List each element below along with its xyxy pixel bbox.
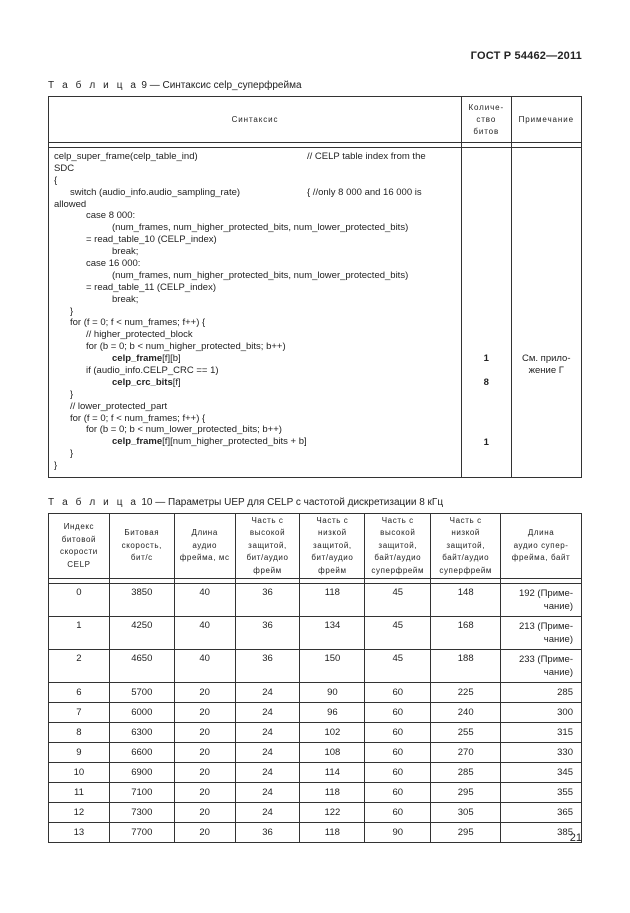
table-cell: 4250: [109, 617, 174, 650]
code-text: break;: [112, 246, 139, 258]
table-cell: 5700: [109, 683, 174, 703]
code-line: [54, 448, 461, 460]
uep-parameters-table: [48, 513, 582, 843]
table-cell: 20: [174, 823, 235, 843]
table-cell: 225: [431, 683, 501, 703]
code-line: [54, 151, 461, 163]
code-text: = read_table_10 (CELP_index): [86, 234, 217, 246]
table-cell: 6: [49, 683, 110, 703]
table-10-caption: [48, 497, 443, 508]
table-cell: 192 (Приме- чание): [501, 584, 582, 617]
table-cell: 60: [365, 703, 431, 723]
table-cell: 96: [300, 703, 365, 723]
table-9-caption: [48, 80, 302, 91]
code-line: [54, 317, 461, 329]
table-row: [49, 703, 582, 723]
table-cell: 102: [300, 723, 365, 743]
caption-prefix: Т а б л и ц а: [48, 497, 139, 508]
table-cell: 255: [431, 723, 501, 743]
table-cell: 355: [501, 783, 582, 803]
table-cell: 24: [235, 723, 300, 743]
column-header: Часть с низкой защитой, бит/аудио фрейм: [300, 514, 365, 579]
code-text: for (f = 0; f < num_frames; f++) {: [70, 412, 206, 424]
code-line: [54, 282, 461, 294]
table-cell: 8: [49, 723, 110, 743]
bit-count-value: 1: [483, 436, 489, 448]
code-line: [54, 401, 461, 413]
code-text: [f][b]: [162, 353, 181, 365]
table-cell: 20: [174, 783, 235, 803]
table-cell: 365: [501, 803, 582, 823]
table-cell: 60: [365, 763, 431, 783]
header-note: Примечание: [511, 97, 581, 143]
table-row: [49, 650, 582, 683]
table-cell: 295: [431, 783, 501, 803]
table-cell: 24: [235, 703, 300, 723]
table-cell: 0: [49, 584, 110, 617]
table-cell: 122: [300, 803, 365, 823]
table-cell: 134: [300, 617, 365, 650]
column-header: Индекс битовой скорости CELP: [49, 514, 110, 579]
table-cell: 36: [235, 650, 300, 683]
table-cell: 12: [49, 803, 110, 823]
code-text: }: [54, 460, 58, 472]
code-line: [54, 413, 461, 425]
code-text: }: [70, 388, 74, 400]
code-line: [54, 389, 461, 401]
table-cell: 305: [431, 803, 501, 823]
code-text: SDC: [54, 162, 75, 174]
document-code: ГОСТ Р 54462—2011: [470, 50, 582, 62]
column-header: Длина аудио фрейма, мс: [174, 514, 235, 579]
header-syntax: Синтаксис: [49, 97, 462, 143]
header-bit-count: Количе- ство битов: [462, 97, 512, 143]
code-text: celp_super_frame(celp_table_ind): [54, 151, 198, 162]
table-cell: 11: [49, 783, 110, 803]
table-cell: 150: [300, 650, 365, 683]
table-cell: 330: [501, 743, 582, 763]
code-line: [54, 341, 461, 353]
table-cell: 24: [235, 783, 300, 803]
bit-count-value: 8: [483, 377, 489, 389]
table-cell: 40: [174, 617, 235, 650]
code-text: {: [54, 174, 58, 186]
table-cell: 118: [300, 584, 365, 617]
code-line: [54, 436, 461, 448]
table-cell: 60: [365, 723, 431, 743]
code-text: for (f = 0; f < num_frames; f++) {: [70, 317, 206, 329]
code-text: // lower_protected_part: [70, 400, 168, 412]
column-header: Длина аудио супер- фрейма, байт: [501, 514, 582, 579]
code-text: if (audio_info.CELP_CRC == 1): [86, 365, 219, 377]
table-cell: 7300: [109, 803, 174, 823]
code-text: (num_frames, num_higher_protected_bits, num_lower_protected_bits): [112, 269, 409, 281]
code-text: = read_table_11 (CELP_index): [86, 281, 217, 293]
table-cell: 6900: [109, 763, 174, 783]
table-cell: 36: [235, 823, 300, 843]
code-line: [54, 306, 461, 318]
table-cell: 118: [300, 783, 365, 803]
note-cell: [511, 148, 581, 478]
code-line: [54, 199, 461, 211]
code-keyword: celp_crc_bits: [112, 376, 173, 388]
table-cell: 40: [174, 584, 235, 617]
table-cell: 24: [235, 763, 300, 783]
table-cell: 295: [431, 823, 501, 843]
table-row: [49, 783, 582, 803]
table-cell: 60: [365, 783, 431, 803]
table-cell: 285: [501, 683, 582, 703]
code-keyword: celp_frame: [112, 353, 163, 365]
code-line: [54, 175, 461, 187]
code-text: case 8 000:: [86, 210, 136, 222]
table-cell: 45: [365, 650, 431, 683]
table-cell: 90: [365, 823, 431, 843]
note-text: См. прило- жение Г: [522, 353, 571, 377]
table-cell: 385: [501, 823, 582, 843]
code-line: [54, 294, 461, 306]
code-text: [f][num_higher_protected_bits + b]: [162, 436, 307, 448]
table-cell: 108: [300, 743, 365, 763]
code-text: }: [70, 448, 74, 460]
table-cell: 315: [501, 723, 582, 743]
code-line: [54, 270, 461, 282]
table-cell: 345: [501, 763, 582, 783]
bit-count-cell: [462, 148, 512, 478]
column-header: Часть с высокой защитой, бит/аудио фрейм: [235, 514, 300, 579]
table-cell: 24: [235, 683, 300, 703]
table-cell: 7: [49, 703, 110, 723]
table-cell: 45: [365, 617, 431, 650]
table-cell: 13: [49, 823, 110, 843]
table-row: [49, 617, 582, 650]
table-row: [49, 823, 582, 843]
table-cell: 6000: [109, 703, 174, 723]
table-cell: 60: [365, 803, 431, 823]
table-row: [49, 743, 582, 763]
code-line: [54, 258, 461, 270]
page-number: 21: [569, 832, 582, 844]
code-text: allowed: [54, 198, 87, 210]
table-cell: 60: [365, 683, 431, 703]
code-keyword: celp_frame: [112, 436, 163, 448]
code-text: }: [70, 305, 74, 317]
table-cell: 45: [365, 584, 431, 617]
code-text: [f]: [172, 376, 181, 388]
code-text: for (b = 0; b < num_lower_protected_bits; b++): [86, 424, 282, 436]
syntax-code-cell: [49, 148, 462, 478]
code-line: [54, 377, 461, 389]
code-line: [54, 365, 461, 377]
caption-prefix: Т а б л и ц а: [48, 80, 139, 91]
code-comment: { //only 8 000 and 16 000 is: [307, 186, 422, 198]
table-cell: 240: [431, 703, 501, 723]
table-cell: 20: [174, 743, 235, 763]
code-line: [54, 329, 461, 341]
table-cell: 270: [431, 743, 501, 763]
caption-text: 9 — Синтаксис celp_суперфрейма: [138, 80, 302, 91]
bit-count-value: 1: [483, 353, 489, 365]
code-line: [54, 187, 461, 199]
table-cell: 7100: [109, 783, 174, 803]
table-cell: 36: [235, 584, 300, 617]
table-cell: 4650: [109, 650, 174, 683]
table-cell: 148: [431, 584, 501, 617]
table-cell: 20: [174, 723, 235, 743]
table-row: [49, 763, 582, 783]
table-cell: 20: [174, 763, 235, 783]
code-text: switch (audio_info.audio_sampling_rate): [70, 186, 241, 198]
table-cell: 7700: [109, 823, 174, 843]
table-cell: 20: [174, 703, 235, 723]
code-line: [54, 222, 461, 234]
code-line: [54, 234, 461, 246]
column-header: Битовая скорость, бит/с: [109, 514, 174, 579]
code-text: // higher_protected_block: [86, 329, 193, 341]
code-line: [54, 246, 461, 258]
table-cell: 285: [431, 763, 501, 783]
table-cell: 233 (Приме- чание): [501, 650, 582, 683]
code-line: [54, 210, 461, 222]
table-cell: 2: [49, 650, 110, 683]
code-line: [54, 424, 461, 436]
table-row: [49, 803, 582, 823]
table-row: [49, 683, 582, 703]
code-text: for (b = 0; b < num_higher_protected_bits; b++): [86, 341, 286, 353]
syntax-table: [48, 96, 582, 478]
table-cell: 24: [235, 803, 300, 823]
column-header: Часть с высокой защитой, байт/аудио суперфрейм: [365, 514, 431, 579]
table-cell: 118: [300, 823, 365, 843]
table-cell: 90: [300, 683, 365, 703]
table-cell: 6300: [109, 723, 174, 743]
table-cell: 3850: [109, 584, 174, 617]
table-cell: 36: [235, 617, 300, 650]
table-cell: 9: [49, 743, 110, 763]
table-cell: 114: [300, 763, 365, 783]
table-cell: 40: [174, 650, 235, 683]
code-line: [54, 353, 461, 365]
table-cell: 213 (Приме- чание): [501, 617, 582, 650]
table-cell: 6600: [109, 743, 174, 763]
table-cell: 20: [174, 803, 235, 823]
code-line: [54, 163, 461, 175]
code-text: (num_frames, num_higher_protected_bits, num_lower_protected_bits): [112, 222, 409, 234]
table-cell: 300: [501, 703, 582, 723]
code-text: case 16 000:: [86, 258, 141, 270]
code-text: break;: [112, 293, 139, 305]
table-row: [49, 584, 582, 617]
caption-text: 10 — Параметры UEP для CELP с частотой дискретизации 8 кГц: [138, 497, 444, 508]
table-cell: 24: [235, 743, 300, 763]
table-cell: 20: [174, 683, 235, 703]
table-cell: 10: [49, 763, 110, 783]
code-comment: // CELP table index from the: [307, 151, 426, 162]
table-cell: 1: [49, 617, 110, 650]
table-cell: 188: [431, 650, 501, 683]
table-cell: 60: [365, 743, 431, 763]
table-cell: 168: [431, 617, 501, 650]
table-row: [49, 723, 582, 743]
column-header: Часть с низкой защитой, байт/аудио суперфрейм: [431, 514, 501, 579]
code-line: [54, 460, 461, 472]
